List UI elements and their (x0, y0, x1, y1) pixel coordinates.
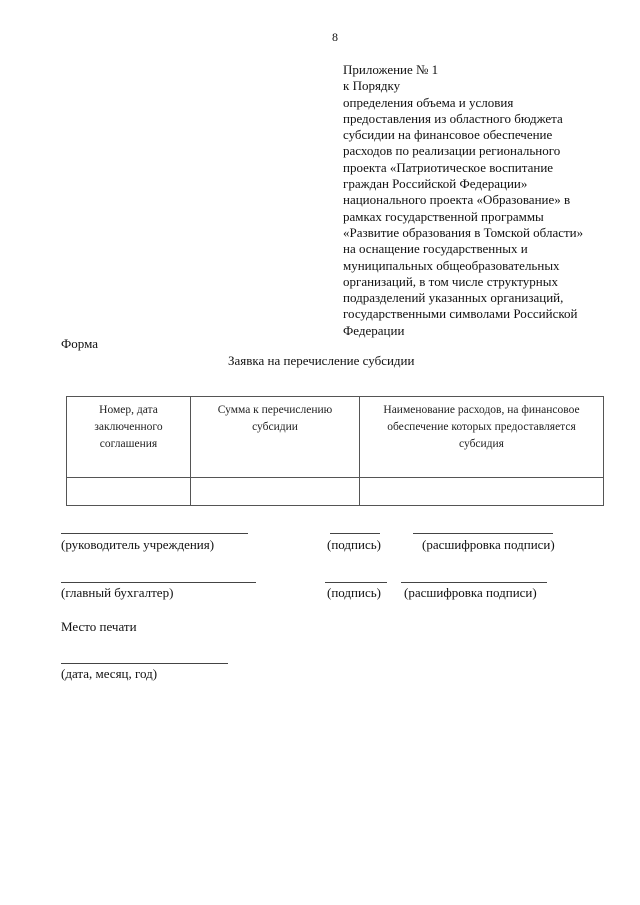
signature1-caption: (подпись) (327, 537, 381, 552)
signature2-caption: (подпись) (327, 585, 381, 600)
appendix-line: субсидии на финансовое обеспечение (343, 127, 553, 143)
date-line (61, 663, 228, 664)
appendix-line: на оснащение государственных и (343, 241, 528, 257)
header-agreement: Номер, дата заключенного соглашения (67, 397, 191, 478)
appendix-line: организаций, в том числе структурных (343, 273, 558, 289)
head-line (61, 533, 248, 534)
cell-amount[interactable] (191, 478, 360, 506)
header-expenses: Наименование расходов, на финансовое обеспечение которых предоставляется субсидия (360, 397, 604, 478)
accountant-line (61, 582, 256, 583)
appendix-line: «Развитие образования в Томской области» (343, 224, 584, 240)
appendix-line: к Порядку (343, 78, 401, 94)
appendix-line: рамках государственной программы (343, 208, 544, 224)
page-number: 8 (332, 30, 338, 44)
appendix-heading (343, 62, 583, 339)
date-caption: (дата, месяц, год) (61, 666, 158, 681)
appendix-line: проекта «Патриотическое воспитание (343, 159, 554, 175)
signature2-line (325, 582, 387, 583)
decode1-line (413, 533, 553, 534)
appendix-line: граждан Российской Федерации» (343, 176, 528, 192)
appendix-line: национального проекта «Образование» в (343, 192, 571, 208)
accountant-caption: (главный бухгалтер) (61, 585, 174, 600)
decode2-line (401, 582, 547, 583)
decode2-caption: (расшифровка подписи) (404, 585, 537, 600)
appendix-line: подразделений указанных организаций, (343, 290, 564, 306)
form-title: Заявка на перечисление субсидии (228, 353, 415, 368)
head-caption: (руководитель учреждения) (61, 537, 215, 552)
appendix-line: предоставления из областного бюджета (343, 110, 563, 126)
form-label: Форма (61, 336, 98, 351)
appendix-line: расходов по реализации регионального (343, 143, 561, 159)
stamp-label: Место печати (61, 619, 137, 634)
cell-agreement[interactable] (67, 478, 191, 506)
appendix-line: государственными символами Российской (343, 306, 578, 322)
appendix-line: определения объема и условия (343, 94, 514, 110)
signature1-line (330, 533, 380, 534)
cell-expenses[interactable] (360, 478, 604, 506)
appendix-line: Федерации (343, 322, 405, 338)
table-row (67, 478, 604, 506)
header-amount: Сумма к перечислению субсидии (191, 397, 360, 478)
decode1-caption: (расшифровка подписи) (422, 537, 555, 552)
table-header-row (67, 397, 604, 478)
subsidy-table (66, 396, 604, 506)
appendix-line: муниципальных общеобразовательных (343, 257, 560, 273)
appendix-line: Приложение № 1 (343, 62, 439, 77)
